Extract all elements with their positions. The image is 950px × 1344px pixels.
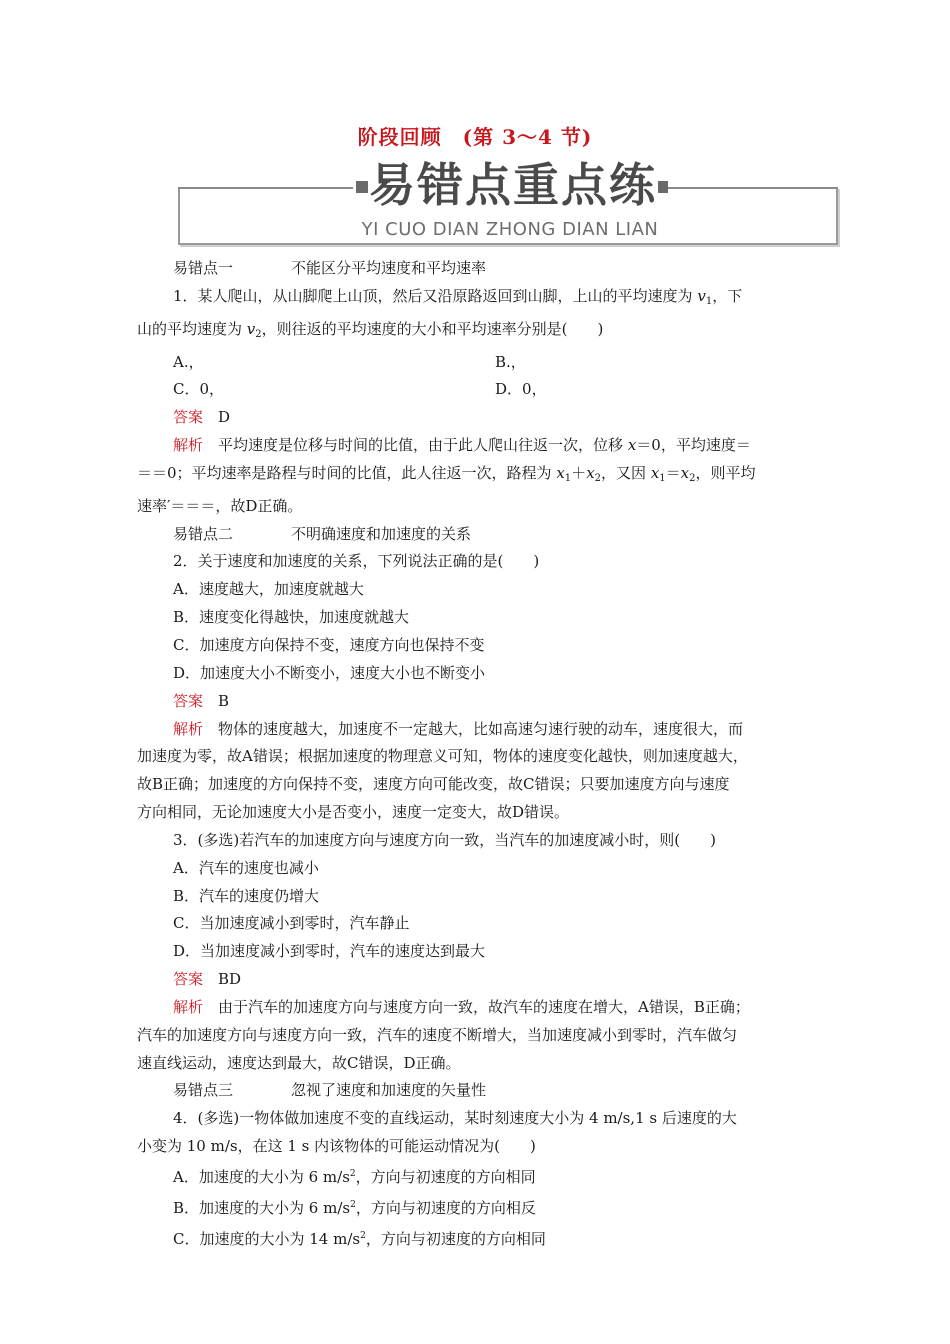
analysis-3-line-2: 汽车的加速度方向与速度方向一致，汽车的速度不断增大，当加速度减小到零时，汽车做匀 <box>137 1025 738 1044</box>
analysis-3-line-3: 速直线运动，速度达到最大，故C错误，D正确。 <box>137 1053 461 1072</box>
question-4-option-a: A．加速度的大小为 6 $m/s^2$，方向与初速度的方向相同 <box>173 1168 536 1186</box>
analysis-2-line-4: 方向相同，无论加速度大小是否变小，速度一定变大，故D错误。 <box>137 803 570 822</box>
page-title: 阶段回顾 (第 3～4 节) <box>357 125 593 149</box>
section-heading-3: 易错点三 忽视了速度和加速度的矢量性 <box>173 1081 487 1100</box>
banner-rule-right <box>668 187 838 189</box>
question-4-line-1: 4．(多选)一物体做加速度不变的直线运动，某时刻速度大小为 4 m/s,1 s 后速度的大 <box>173 1109 737 1128</box>
banner-square-left <box>356 181 368 193</box>
question-3-option-b: B．汽车的速度仍增大 <box>173 886 320 905</box>
analysis-1-line-3: 速率′＝＝＝，故D正确。 <box>137 496 303 515</box>
option-c: C．0， <box>173 380 225 399</box>
answer-3: 答案 BD <box>173 970 242 989</box>
analysis-3-line-1: 解析 由于汽车的加速度方向与速度方向一致，故汽车的速度在增大，A错误，B正确； <box>173 997 750 1016</box>
option-d: D．0， <box>495 380 547 399</box>
section-heading-1: 易错点一 不能区分平均速度和平均速率 <box>173 259 487 277</box>
analysis-2-line-2: 加速度为零，故A错误；根据加速度的物理意义可知，物体的速度变化越快，则加速度越大， <box>137 747 748 766</box>
question-1-line-1: 1．某人爬山，从山脚爬上山顶，然后又沿原路返回到山脚，上山的平均速度为 $v_1$，下 <box>173 286 743 307</box>
banner-title: 易错点重点练 <box>368 155 658 215</box>
section-heading-2: 易错点二 不明确速度和加速度的关系 <box>173 524 472 543</box>
option-a: A.， <box>173 352 204 371</box>
question-2-option-a: A．速度越大，加速度就越大 <box>173 580 364 599</box>
document-body <box>137 255 817 1254</box>
answer-2: 答案 B <box>173 691 230 710</box>
question-1-options-cd <box>137 376 817 404</box>
analysis-1-line-1: 解析 平均速度是位移与时间的比值，由于此人爬山往返一次，位移 x＝0，平均速度＝ <box>173 436 751 455</box>
section-banner <box>178 155 842 249</box>
question-3: 3．(多选)若汽车的加速度方向与速度方向一致，当汽车的加速度减小时，则( ) <box>173 830 716 849</box>
analysis-1-line-2: ＝＝0；平均速率是路程与时间的比值，此人往返一次，路程为 $x_1+x_2$，又因 $x_1=x_2$，则平均 <box>137 463 756 484</box>
question-2-option-b: B．速度变化得越快，加速度就越大 <box>173 608 410 627</box>
question-1-line-2: 山的平均速度为 $v_2$，则往返的平均速度的大小和平均速率分别是( ) <box>137 319 604 340</box>
question-2-option-c: C．加速度方向保持不变，速度方向也保持不变 <box>173 635 485 654</box>
question-4-option-b: B．加速度的大小为 6 $m/s^2$，方向与初速度的方向相反 <box>173 1198 536 1217</box>
question-3-option-a: A．汽车的速度也减小 <box>173 858 319 877</box>
answer-1: 答案 D <box>173 408 231 427</box>
banner-rule-left <box>178 187 353 189</box>
question-3-option-d: D．当加速度减小到零时，汽车的速度达到最大 <box>173 942 486 961</box>
question-4-line-2: 小变为 10 m/s，在这 1 s 内该物体的可能运动情况为( ) <box>137 1137 536 1156</box>
analysis-2-line-3: 故B正确；加速度的方向保持不变，速度方向可能改变，故C错误；只要加速度方向与速度 <box>137 775 730 794</box>
analysis-2-line-1: 解析 物体的速度越大，加速度不一定越大，比如高速匀速行驶的动车，速度很大，而 <box>173 719 744 738</box>
option-b: B.， <box>495 352 526 371</box>
question-4-option-c: C．加速度的大小为 14 $m/s^2$，方向与初速度的方向相同 <box>173 1229 546 1248</box>
question-1-options-ab <box>137 349 817 377</box>
question-2-option-d: D．加速度大小不断变小，速度大小也不断变小 <box>173 663 486 682</box>
question-2: 2．关于速度和加速度的关系，下列说法正确的是( ) <box>173 552 540 571</box>
question-3-option-c: C．当加速度减小到零时，汽车静止 <box>173 914 410 933</box>
banner-pinyin: YI CUO DIAN ZHONG DIAN LIAN <box>361 219 659 240</box>
